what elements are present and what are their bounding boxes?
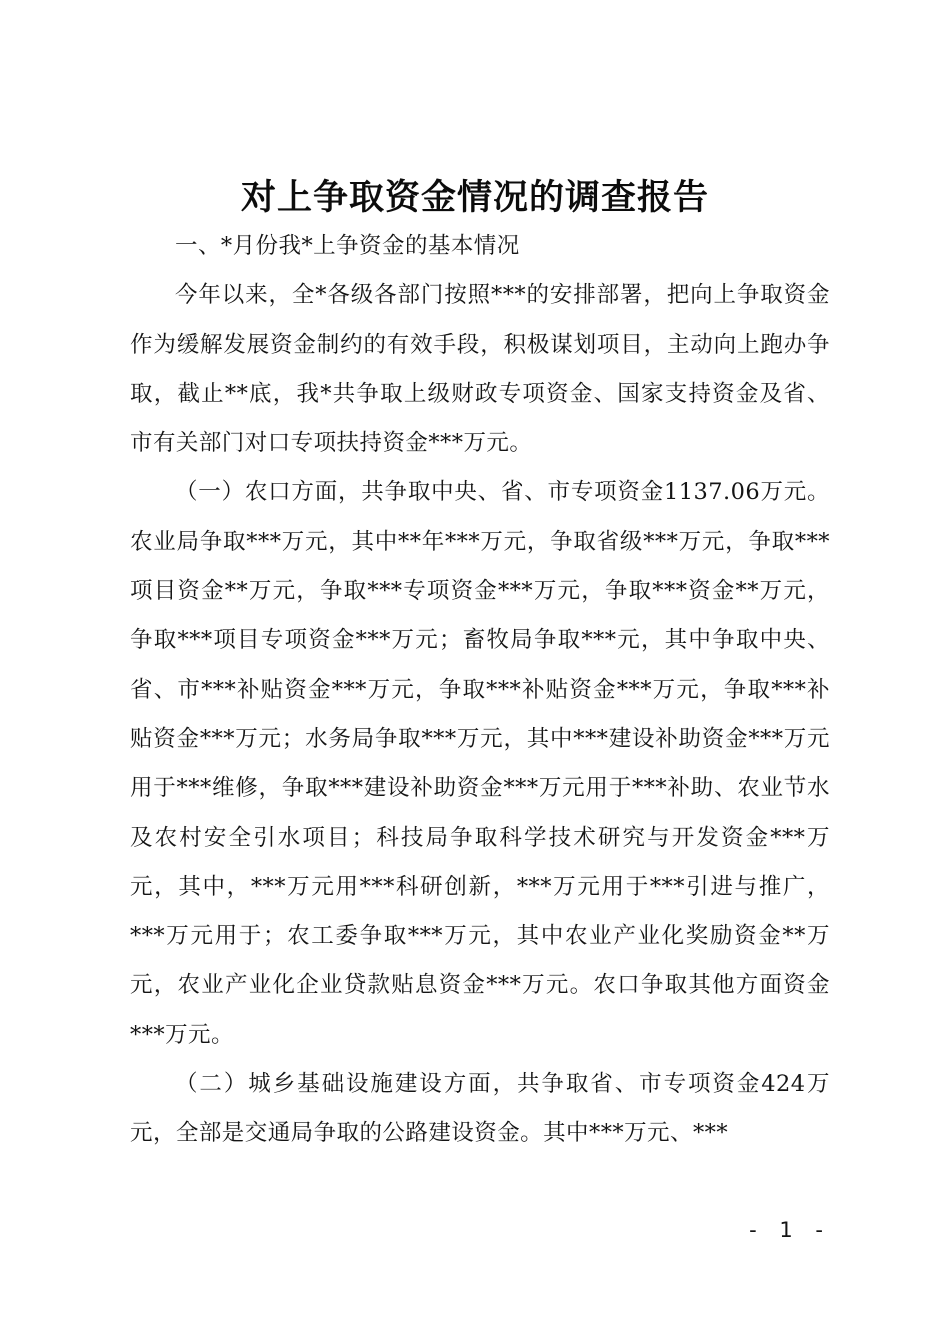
page-number: - 1 - bbox=[749, 1218, 831, 1242]
section-heading: 一、*月份我*上争资金的基本情况 bbox=[175, 233, 520, 259]
paragraph-agriculture: （一）农口方面，共争取中央、省、市专项资金1137.06万元。农业局争取***万元，其中**年***万元，争取省级***万元，争取***项目资金**万元，争取***专项资金***万元，争取***资金**万元，争取***项目专项资金***万元；畜牧局争取***元，其中争取中央、省、市***补贴资金***万元，争取***补贴资金***万元，争取***补贴资金***万元；水务局争取***万元，其中***建设补助资金***万元用于***维修，争取***建设补助资金***万元用于***补助、农业节水及农村安全引水项目；科技局争取科学技术研究与开发资金***万元，其中，***万元用***科研创新，***万元用于***引进与推广，***万元用于；农工委争取***万元，其中农业产业化奖励资金**万元，农业产业化企业贷款贴息资金***万元。农口争取其他方面资金***万元。 bbox=[130, 479, 830, 1048]
paragraph-overview: 今年以来，全*各级各部门按照***的安排部署，把向上争取资金作为缓解发展资金制约的有效手段，积极谋划项目，主动向上跑办争取，截止**底，我*共争取上级财政专项资金、国家支持资金及省、市有关部门对口专项扶持资金***万元。 bbox=[130, 282, 830, 457]
document-body bbox=[130, 222, 830, 1159]
paragraph-infrastructure: （二）城乡基础设施建设方面，共争取省、市专项资金424万元，全部是交通局争取的公路建设资金。其中***万元、*** bbox=[130, 1071, 830, 1147]
document-title: 对上争取资金情况的调查报告 bbox=[240, 178, 709, 218]
